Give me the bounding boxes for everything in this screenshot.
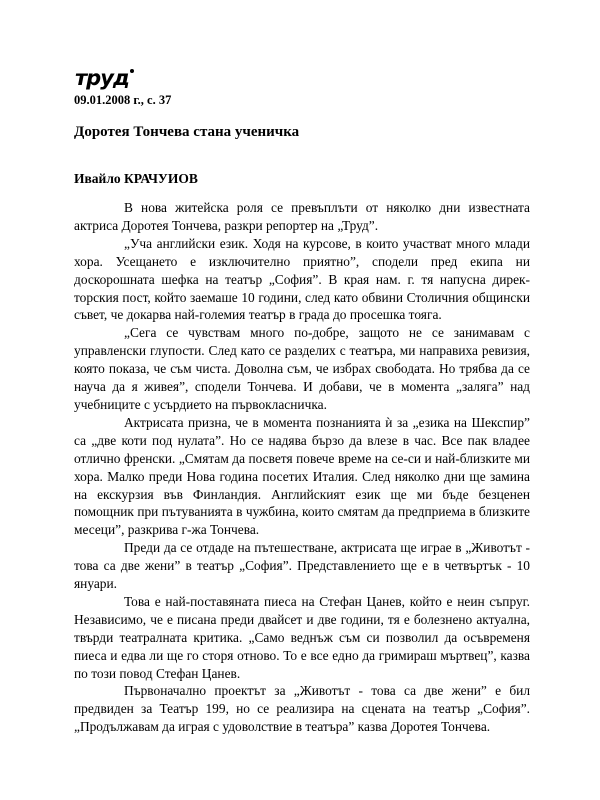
paragraph: Първоначално проектът за „Животът - това са две жени” е бил предвиден за Театър 199, но се реализира на сцената на театър „София”. „Продължавам да играя с удоволствие в театъра” казва Доротея Тончева. — [74, 683, 530, 735]
trud-logo — [74, 66, 138, 92]
paragraph: Това е най-поставяната пиеса на Стефан Цанев, който е неин съпруг. Независимо, че е писана преди двайсет и две години, тя е болезнено актуална, твърди театралната критика. „Само веднъж съм си позволил да осъвременя пиеса и едва ли ще го сторя отново. То е все едно да гримираш мъртвец”, казва по този повод Стефан Цанев. — [74, 593, 530, 681]
date-page: 09.01.2008 г., с. 37 — [74, 93, 172, 107]
paragraph: „Уча английски език. Ходя на курсове, в които участват много млади хора. Усещането е изключително приятно”, сподели пред екипа ни доскорошната шефка на театър „София”. В края нам. г. тя напусна дирек-торския пост, който заемаше 10 години, след като обвини Столичния общински съвет, че докарва най-големия театър в града до просешка тояга. — [74, 235, 530, 323]
article-author: Ивайло КРАЧУИОВ — [74, 171, 198, 186]
logo-text: труд — [75, 66, 129, 90]
paragraph: Актрисата призна, че в момента познанията ѝ за „езика на Шекспир” са „две коти под нулата”. Но се надява бързо да влезе в час. Все пак владее отлично френски. „Смятам да посветя повече време на се-си и най-близките ми хора. Малко преди Нова година посетих Италия. След няколко дни ще замина на екскурзия във Финландия. Английският език ще ми бъде безценен помощник при пътуванията в чужбина, които смятам да предприема в близките месеци”, разкрива г-жа Тончева. — [74, 414, 530, 538]
article-title: Доротея Тончева стана ученичка — [74, 124, 300, 140]
article-body — [74, 199, 530, 736]
paragraph: „Сега се чувствам много по-добре, защото не се занимавам с управленски глупости. След като се разделих с театъра, ми направиха ревизия, която показа, че съм чиста. Доволна съм, че избрах свободата. Но трябва да се науча да я живея”, сподели Тончева. И добави, че в момента „заляга” над учебниците с усърдието на първокласничка. — [74, 325, 530, 412]
paragraph: Преди да се отдаде на пътешестване, актрисата ще играе в „Животът - това са две жени” в театър „София”. Представлението ще е в четвъртък - 10 януари. — [74, 540, 530, 592]
paragraph: В нова житейска роля се превъплъти от няколко дни известната актриса Доротея Тончева, разкри репортер на „Труд”. — [74, 200, 530, 233]
